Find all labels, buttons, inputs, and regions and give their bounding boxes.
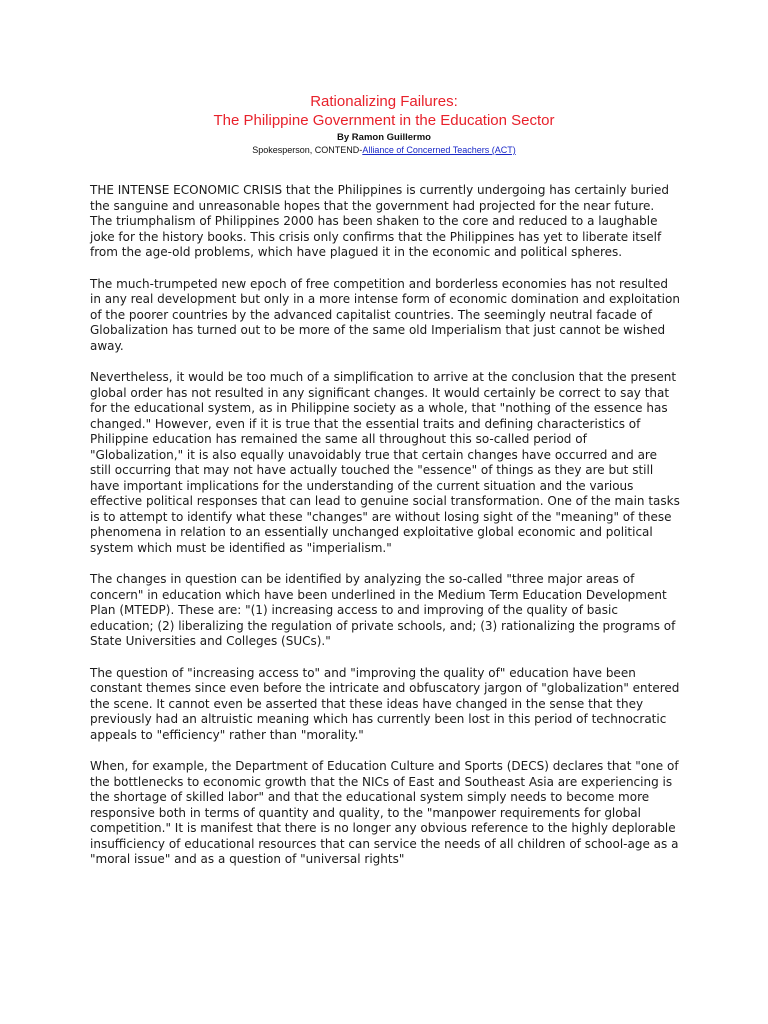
paragraph-1: THE INTENSE ECONOMIC CRISIS that the Philippines is currently undergoing has certainly buried the sanguine and unreasonable hopes that the government had projected for the near future. The triumphalism of Philippines 2000 has been shaken to the core and reduced to a laughable joke for the history books. This crisis only confirms that the Philippines has yet to liberate itself from the age-old problems, which have plagued it in the economic and political spheres. (90, 183, 669, 259)
article-body (90, 183, 680, 884)
paragraph-6: When, for example, the Department of Education Culture and Sports (DECS) declares that "one of the bottlenecks to economic growth that the NICs of East and Southeast Asia are experiencing is the shortage of skilled labor" and that the educational system simply needs to become more responsive both in terms of quantity and quality, to the "manpower requirements for global competition." It is manifest that there is no longer any obvious reference to the highly deplorable insufficiency of educational resources that can service the needs of all children of school-age as a "moral issue" and as a question of "universal rights" (90, 759, 679, 866)
article-title-line-2: The Philippine Government in the Education Sector (213, 112, 555, 129)
author-affiliation (0, 144, 768, 156)
paragraph-5: The question of "increasing access to" and "improving the quality of" education have been constant themes since even before the intricate and obfuscatory jargon of "globalization" entered the scene. It cannot even be asserted that these ideas have changed in the sense that they previously had an altruistic meaning which has currently been lost in this period of technocratic appeals to "efficiency" rather than "morality." (90, 665, 680, 742)
article-title-line-1: Rationalizing Failures: (310, 93, 458, 110)
paragraph-4: The changes in question can be identified by analyzing the so-called "three major areas of concern" in education which have been underlined in the Medium Term Education Development Plan (MTEDP). These are: "(1) increasing access to and improving of the quality of basic education; (2) liberalizing the regulation of private schools, and; (3) rationalizing the programs of State Universities and Colleges (SUCs)." (90, 572, 676, 648)
paragraph-2: The much-trumpeted new epoch of free competition and borderless economies has not resulted in any real development but only in a more intense form of economic domination and exploitation of the poorer countries by the advanced capitalist countries. The seemingly neutral facade of Globalization has turned out to be more of the same old Imperialism that just cannot be wished away. (90, 276, 680, 353)
article-header (0, 92, 768, 156)
affiliation-prefix: Spokesperson, CONTEND- (252, 145, 363, 155)
paragraph-3: Nevertheless, it would be too much of a simplification to arrive at the conclusion that the present global order has not resulted in any significant changes. It would certainly be correct to say that for the educational system, as in Philippine society as a whole, that "nothing of the essence has changed." However, even if it is true that the essential traits and defining characteristics of Philippine education has remained the same all throughout this so-called period of "Globalization," it is also equally unavoidably true that certain changes have occurred and are still occurring that may not have actually touched the "essence" of things as they are but still have important implications for the understanding of the current situation and the various effective political responses that can lead to genuine social transformation. One of the main tasks is to attempt to identify what these "changes" are without losing sight of the "meaning" of these phenomena in relation to an essentially unchanged exploitative global economic and political system which must be identified as "imperialism." (90, 370, 680, 555)
author-byline: By Ramon Guillermo (337, 132, 431, 143)
act-link[interactable]: Alliance of Concerned Teachers (ACT) (362, 145, 516, 155)
